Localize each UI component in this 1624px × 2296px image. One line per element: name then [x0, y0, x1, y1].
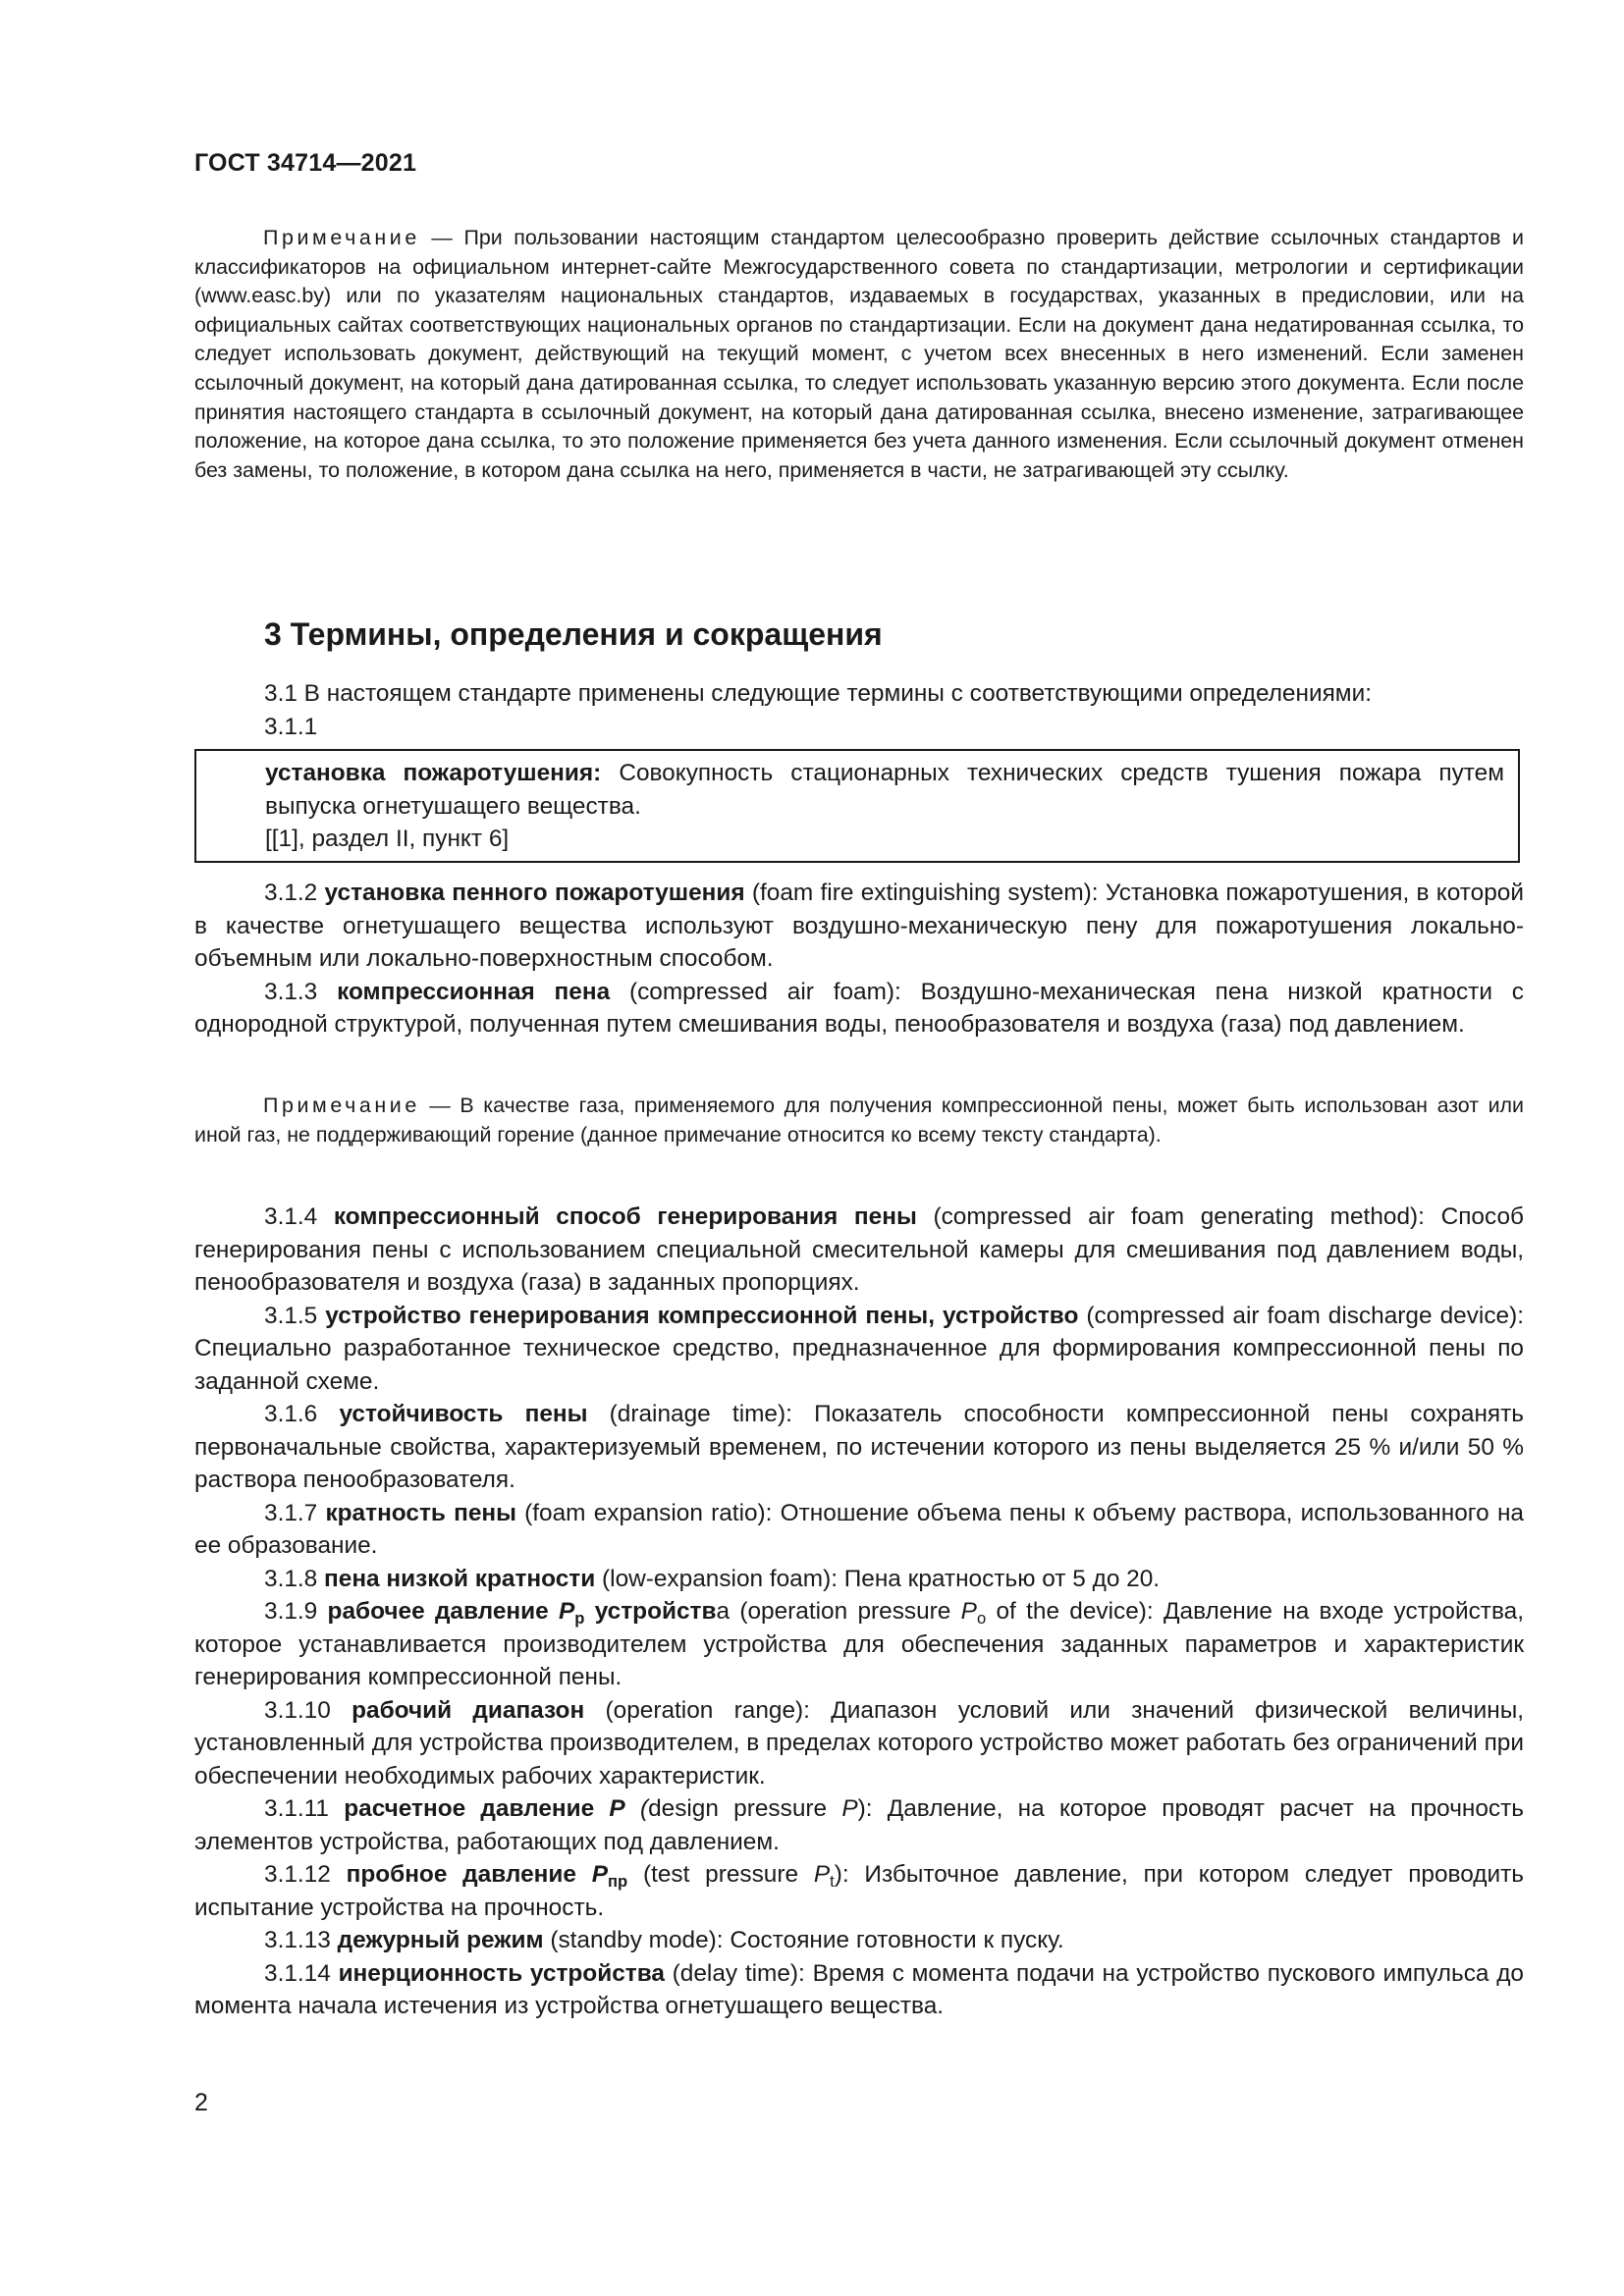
note-gas: Примечание — В качестве газа, применяемого для получения компрессионной пены, может быть использован азот или иной газ, не поддерживающий горение (данное примечание относится ко всему тексту стандарта).	[194, 1094, 1524, 1147]
section-intro	[264, 677, 1372, 743]
page-number: 2	[194, 2089, 208, 2116]
note-label: Примечание	[263, 1094, 420, 1117]
term-3-1-9: 3.1.9 рабочее давление $P_р$ устройства (operation pressure $P_o$ of the device): Давление на входе устройства, которое устанавливается производителем устройства для обеспечения заданных параметров и характеристик генерирования компрессионной пены.	[194, 1598, 1524, 1690]
section-title: 3 Термины, определения и сокращения	[264, 616, 883, 652]
term-3-1-2: 3.1.2 установка пенного пожаротушения (foam fire extinguishing system): Установка пожаротушения, в которой в качестве огнетушащего вещества используют воздушно-механическую пену для пожаротушения локально-объемным или локально-поверхностным способом.	[194, 880, 1524, 972]
term-3-1-3: 3.1.3 компрессионная пена (compressed air foam): Воздушно-механическая пена низкой кратности с однородной структурой, полученная путем смешивания воды, пенообразователя и воздуха (газа) под давлением.	[194, 978, 1524, 1038]
note-label: Примечание	[263, 226, 420, 249]
terms-block-1	[194, 877, 1524, 1041]
term-3-1-13: 3.1.13 дежурный режим (standby mode): Состояние готовности к пуску.	[264, 1927, 1064, 1953]
box-source: [[1], раздел II, пункт 6]	[265, 826, 510, 852]
note-text: В качестве газа, применяемого для получения компрессионной пены, может быть использован азот или иной газ, не поддерживающий горение (данное примечание относится ко всему тексту стандарта).	[194, 1094, 1524, 1147]
term-3-1-12: 3.1.12 пробное давление $P_{пр}$ (test pressure $P_t$): Избыточное давление, при котором следует проводить испытание устройства на прочность.	[194, 1861, 1524, 1921]
term-3-1-11: 3.1.11 расчетное давление P (design pressure P): Давление, на которое проводят расчет на прочность элементов устройства, работающих под давлением.	[194, 1795, 1525, 1855]
term-3-1-10: 3.1.10 рабочий диапазон (operation range): Диапазон условий или значений физической величины, установленный для устройства производителем, в пределах которого устройство может работать без ограничений при обеспечении необходимых рабочих характеристик.	[194, 1696, 1525, 1789]
document-number: ГОСТ 34714—2021	[194, 149, 417, 177]
term-number-3-1-1: 3.1.1	[264, 713, 318, 740]
term-3-1-4: 3.1.4 компрессионный способ генерирования пены (compressed air foam generating method): Способ генерирования пены с использованием специальной смесительной камеры для смешивания под давлением воды, пенообразователя и воздуха (газа) в заданных пропорциях.	[194, 1203, 1524, 1296]
note-text: При пользовании настоящим стандартом целесообразно проверить действие ссылочных стандартов и классификаторов на официальном интернет-сайте Межгосударственного совета по стандартизации, метрологии и сертификации (www.easc.by) или по указателям национальных стандартов, издаваемых в государствах, указанных в предисловии, или на официальных сайтах соответствующих национальных органов по стандартизации. Если на документ дана недатированная ссылка, то следует использовать документ, действующий на текущий момент, с учетом всех внесенных в него изменений. Если заменен ссылочный документ, на который дана датированная ссылка, то следует использовать указанную версию этого документа. Если после принятия настоящего стандарта в ссылочный документ, на который дана датированная ссылка, внесено изменение, затрагивающее положение, на которое дана ссылка, то это положение применяется без учета данного изменения. Если ссылочный документ отменен без замены, то положение, в котором дана ссылка на него, применяется в части, не затрагивающей эту ссылку.	[194, 226, 1524, 482]
term-definition-box	[194, 749, 1520, 863]
box-term: установка пожаротушения:	[265, 760, 602, 786]
term-3-1-5: 3.1.5 устройство генерирования компрессионной пены, устройство (compressed air foam discharge device): Специально разработанное техническое средство, предназначенное для формирования компрессионной пены по заданной схеме.	[194, 1302, 1524, 1395]
term-3-1-8: 3.1.8 пена низкой кратности (low-expansion foam): Пена кратностью от 5 до 20.	[264, 1565, 1161, 1592]
intro-text: 3.1 В настоящем стандарте применены следующие термины с соответствующими определениями:	[264, 680, 1372, 707]
box-definition: Совокупность стационарных технических средств тушения пожара путем выпуска огнетушащего вещества.	[265, 760, 1504, 820]
term-3-1-7: 3.1.7 кратность пены (foam expansion ratio): Отношение объема пены к объему раствора, использованного на ее образование.	[194, 1499, 1524, 1559]
terms-block-2	[194, 1201, 1524, 2023]
note-references: Примечание — При пользовании настоящим стандартом целесообразно проверить действие ссылочных стандартов и классификаторов на официальном интернет-сайте Межгосударственного совета по стандартизации, метрологии и сертификации (www.easc.by) или по указателям национальных стандартов, издаваемых в государствах, указанных в предисловии, или на официальных сайтах соответствующих национальных органов по стандартизации. Если на документ дана недатированная ссылка, то следует использовать документ, действующий на текущий момент, с учетом всех внесенных в него изменений. Если заменен ссылочный документ, на который дана датированная ссылка, то следует использовать указанную версию этого документа. Если после принятия настоящего стандарта в ссылочный документ, на который дана датированная ссылка, внесено изменение, затрагивающее положение, на которое дана ссылка, то это положение применяется без учета данного изменения. Если ссылочный документ отменен без замены, то положение, в котором дана ссылка на него, применяется в части, не затрагивающей эту ссылку.	[194, 226, 1524, 482]
term-3-1-14: 3.1.14 инерционность устройства (delay time): Время с момента подачи на устройство пускового импульса до момента начала истечения из устройства огнетушащего вещества.	[194, 1959, 1524, 2019]
term-3-1-6: 3.1.6 устойчивость пены (drainage time): Показатель способности компрессионной пены сохранять первоначальные свойства, характеризуемый временем, по истечении которого из пены выделяется 25 % и/или 50 % раствора пенообразователя.	[194, 1401, 1524, 1493]
